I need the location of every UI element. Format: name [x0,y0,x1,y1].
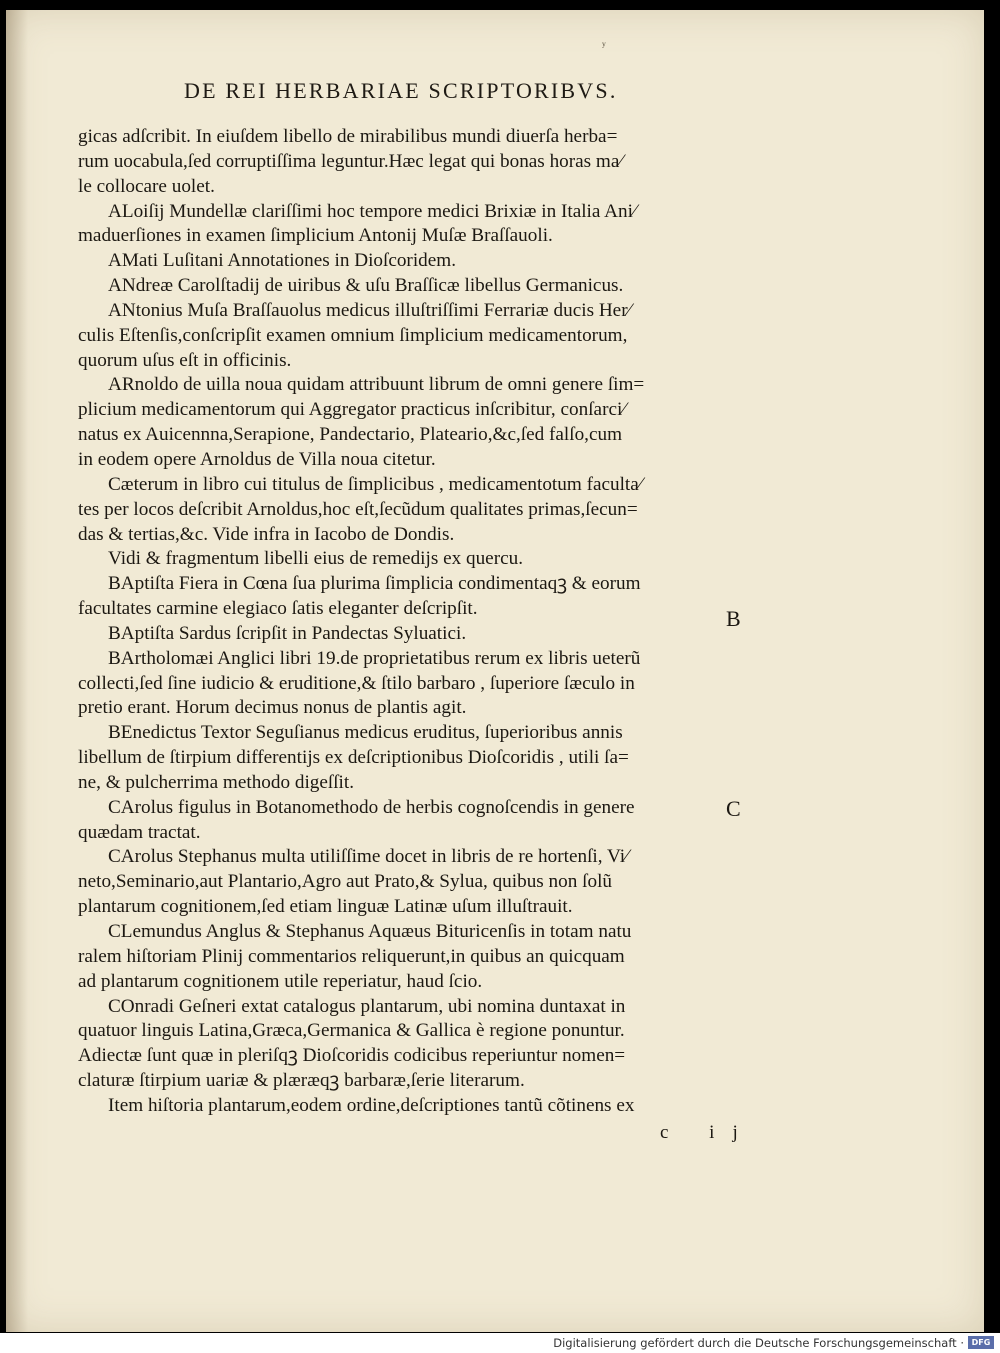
text-line: neto,Seminario,aut Plantario,Agro aut Prato,& Sylua, quibus non ſolũ [78,871,612,893]
top-mark: ʸ [602,38,606,53]
text-line: BAptiſta Sardus ſcripſit in Pandectas Syluatici. [108,622,467,644]
text-line: maduerſiones in examen ſimplicium Antonij Muſæ Braſſauoli. [78,225,553,247]
body-text [78,125,738,1119]
text-line: AMati Luſitani Annotationes in Dioſcoridem. [108,250,456,272]
text-line: culis Eſtenſis,conſcripſit examen omnium ſimplicium medicamentorum, [78,324,628,346]
dfg-logo: DFG [968,1336,994,1349]
text-line: tes per locos deſcribit Arnoldus,hoc eſt,ſecũdum qualitates primas,ſecun= [78,498,638,520]
text-line: CArolus figulus in Botanomethodo de herbis cognoſcendis in genere [108,796,635,818]
footer-credit: Digitalisierung gefördert durch die Deutsche Forschungsgemeinschaft · [553,1336,964,1350]
text-line: pretio erant. Horum decimus nonus de plantis agit. [78,697,467,719]
text-line: quædam tractat. [78,821,201,843]
text-line: plantarum cognitionem,ſed etiam linguæ Latinæ uſum illuſtrauit. [78,896,573,918]
signature-mark: c ij [660,1122,756,1143]
text-line: Cæterum in libro cui titulus de ſimplicibus , medicamentotum faculta⁄ [108,473,642,495]
text-line: plicium medicamentorum qui Aggregator practicus inſcribitur, conſarci⁄ [78,399,626,421]
text-line: collecti,ſed ſine iudicio & eruditione,& ſtilo barbaro , ſuperiore ſæculo in [78,672,635,694]
text-line: claturæ ſtirpium uariæ & plæræqꝫ barbaræ,ſerie literarum. [78,1070,525,1092]
text-line: ALoiſij Mundellæ clariſſimi hoc tempore medici Brixiæ in Italia Ani⁄ [108,200,637,222]
book-page [6,10,984,1332]
text-line: facultates carmine elegiaco ſatis eleganter deſcripſit. [78,598,478,620]
text-line: CArolus Stephanus multa utiliſſime docet in libris de re hortenſi, Vi⁄ [108,846,629,868]
text-line: das & tertias,&c. Vide infra in Iacobo de Dondis. [78,523,455,545]
text-line: BAptiſta Fiera in Cœna ſua plurima ſimplicia condimentaqꝫ & eorum [108,573,641,595]
text-line: ne, & pulcherrima methodo digeſſit. [78,771,355,793]
footer-bar [0,1333,1000,1353]
text-line: ralem hiſtoriam Plinij commentarios reliquerunt,in quibus an quicquam [78,945,625,967]
text-line: Adiectæ ſunt quæ in pleriſqꝫ Dioſcoridis codicibus reperiuntur nomen= [78,1045,626,1067]
text-line: Vidi & fragmentum libelli eius de remedijs ex quercu. [108,548,523,570]
marginal-letter-c: C [726,796,741,821]
text-line: BArtholomæi Anglici libri 19.de proprietatibus rerum ex libris ueterũ [108,647,641,669]
running-header: DE REI HERBARIAE SCRIPTORIBVS. [184,78,618,103]
text-line: quatuor linguis Latina,Græca,Germanica & Gallica è regione ponuntur. [78,1020,625,1042]
text-line: ARnoldo de uilla noua quidam attribuunt librum de omni genere ſim= [108,374,645,396]
text-line: ANdreæ Carolſtadij de uiribus & uſu Braſſicæ libellus Germanicus. [108,275,624,297]
text-line: Item hiſtoria plantarum,eodem ordine,deſcriptiones tantũ cõtinens ex [108,1094,635,1116]
text-line: natus ex Auicennna,Serapione, Pandectario, Plateario,&c,ſed falſo,cum [78,424,622,446]
text-line: in eodem opere Arnoldus de Villa noua citetur. [78,448,436,470]
marginal-letter-b: B [726,606,741,631]
text-line: ad plantarum cognitionem utile reperiatur, haud ſcio. [78,970,483,992]
text-line: libellum de ſtirpium differentijs ex deſcriptionibus Dioſcoridis , utili ſa= [78,747,629,769]
text-line: COnradi Geſneri extat catalogus plantarum, ubi nomina duntaxat in [108,995,626,1017]
text-line: CLemundus Anglus & Stephanus Aquæus Bituricenſis in totam natu [108,921,632,942]
text-line: ANtonius Muſa Braſſauolus medicus illuſtriſſimi Ferrariæ ducis Her⁄ [108,299,631,321]
text-line: BEnedictus Textor Seguſianus medicus eruditus, ſuperioribus annis [108,722,623,744]
spine-shadow [6,10,28,1332]
text-line: quorum uſus eſt in officinis. [78,349,292,371]
text-line: le collocare uolet. [78,175,215,197]
text-line: gicas adſcribit. In eiuſdem libello de mirabilibus mundi diuerſa herba= [78,126,618,147]
text-line: rum uocabula,ſed corruptiſſima leguntur.Hæc legat qui bonas horas ma⁄ [78,150,623,172]
